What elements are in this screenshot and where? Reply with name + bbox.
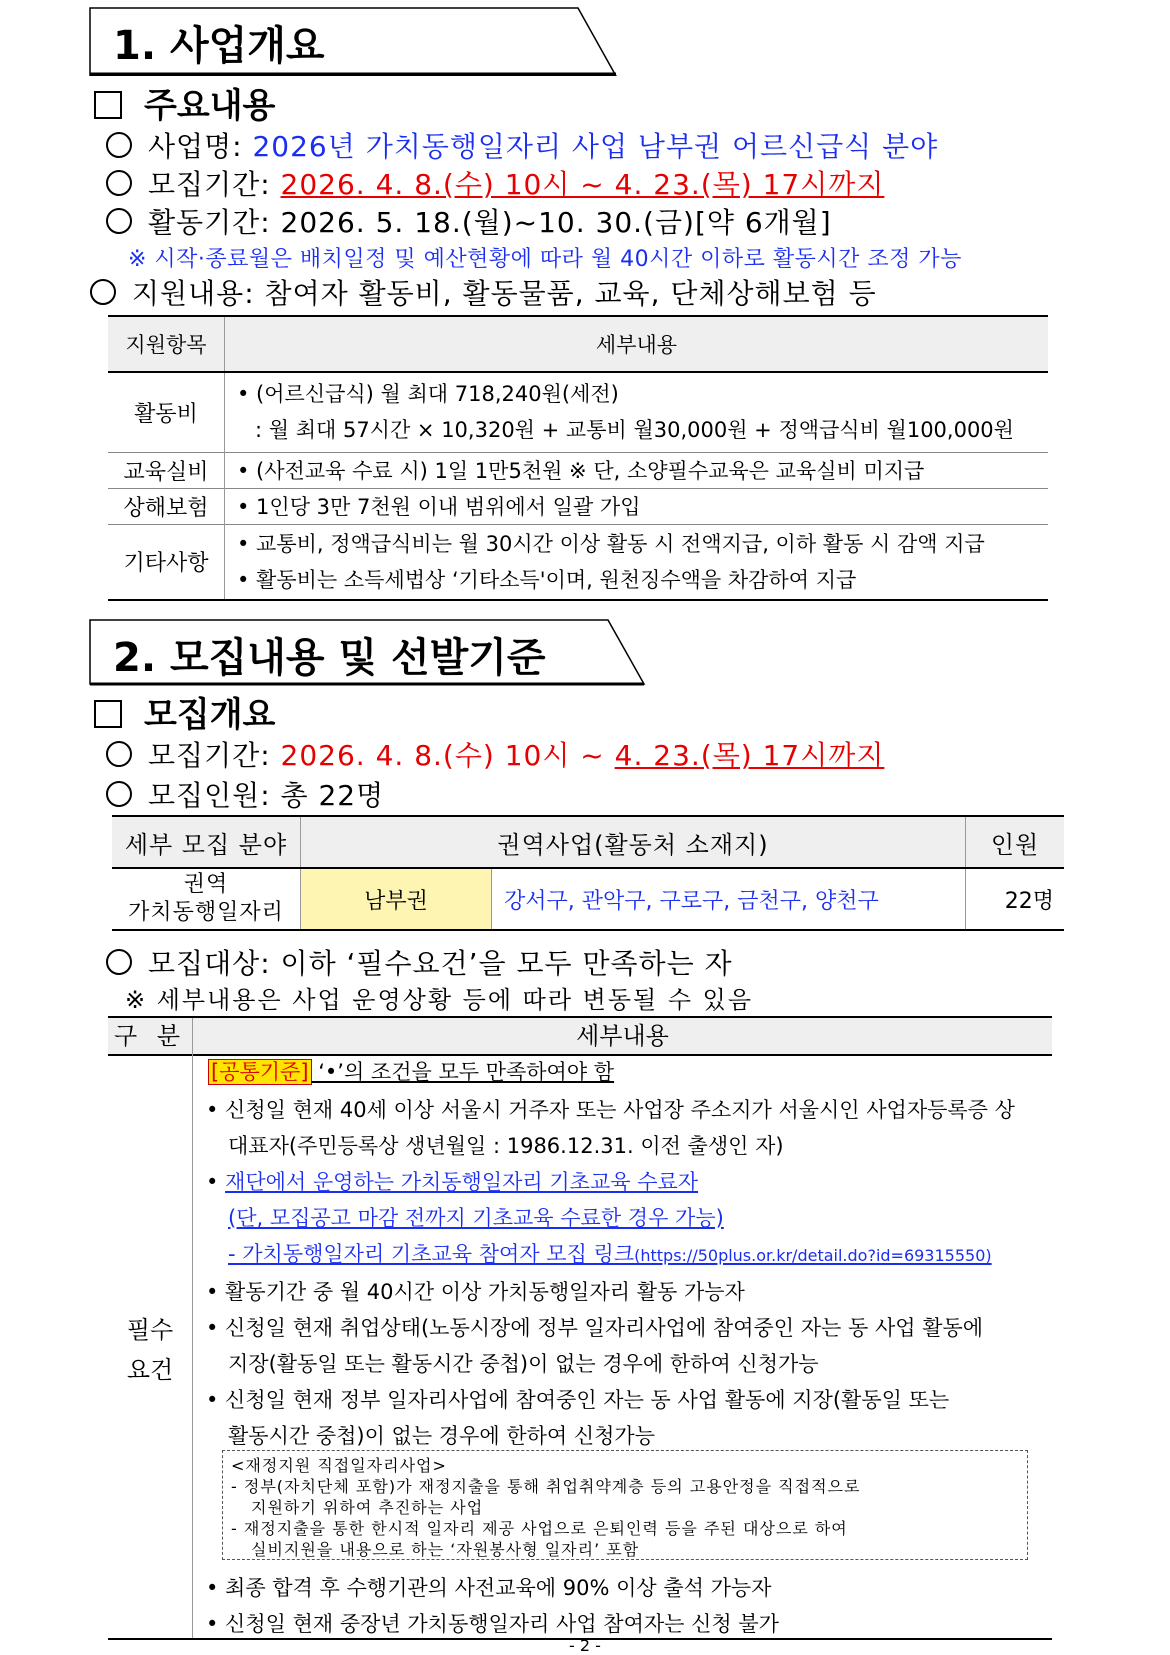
req-bullet: • 신청일 현재 40세 이상 서울시 거주자 또는 사업장 주소지가 서울시인 사업자등록증 상 — [206, 1098, 1015, 1122]
edu-link-note[interactable]: (단, 모집공고 마감 전까지 기초교육 수료한 경우 가능) — [228, 1206, 724, 1230]
header-item: 지원항목 — [108, 316, 225, 372]
recruit-table — [112, 815, 1064, 931]
page-number: - 2 - — [569, 1636, 601, 1655]
box-line: 지원하기 위하여 추진하는 사업 — [251, 1498, 484, 1517]
header-count: 인원 — [990, 830, 1040, 859]
row-item: 활동비 — [108, 372, 225, 452]
table-row — [108, 452, 1048, 488]
req-bullet-cont: 활동시간 중첩)이 없는 경우에 한하여 신청가능 — [228, 1424, 656, 1448]
target-line — [106, 942, 733, 982]
region-cell: 남부권 — [301, 868, 492, 930]
section1-subtitle-text: 주요내용 — [144, 86, 276, 126]
fiscal-job-note-box — [222, 1450, 1028, 1560]
checkbox-square-icon — [94, 91, 122, 119]
table-row — [108, 488, 1048, 524]
recruit-label: 모집기간: — [148, 168, 281, 201]
section1-title: 1. 사업개요 — [113, 23, 325, 69]
table-row — [108, 524, 1048, 600]
headcount: 모집인원: 총 22명 — [148, 779, 385, 812]
circle-bullet-icon — [106, 949, 132, 975]
count-cell: 22명 — [1004, 888, 1054, 914]
edu-link-text[interactable]: 재단에서 운영하는 가치동행일자리 기초교육 수료자 — [225, 1170, 699, 1194]
requirement-list — [206, 1092, 1015, 1454]
box-line: 실비지원을 내용으로 하는 ‘자원봉사형 일자리’ 포함 — [251, 1540, 640, 1559]
table-header-row — [112, 816, 1064, 868]
table-row — [108, 372, 1048, 452]
circle-bullet-icon — [90, 279, 116, 305]
activity-period-line — [106, 201, 832, 241]
circle-bullet-icon — [106, 170, 132, 196]
support-text: 지원내용: 참여자 활동비, 활동물품, 교육, 단체상해보험 등 — [132, 277, 877, 310]
req-header-detail: 세부내용 — [576, 1022, 669, 1050]
row-item: 교육실비 — [108, 452, 225, 488]
req-bullet-cont: 대표자(주민등록상 생년월일 : 1986.12.31. 이전 출생인 자) — [228, 1134, 784, 1158]
header-detail: 세부내용 — [595, 333, 678, 357]
edu-signup-link[interactable] — [206, 1236, 1015, 1274]
edu-signup-text: - 가치동행일자리 기초교육 참여자 모집 링크 — [228, 1242, 635, 1266]
circle-bullet-icon — [106, 132, 132, 158]
activity-note: ※ 시작·종료월은 배치일정 및 예산현황에 따라 월 40시간 이하로 활동시간 조정 가능 — [128, 247, 962, 272]
recruit-value: 2026. 4. 8.(수) 10시 ~ 4. 23.(목) 17시까지 — [280, 168, 885, 201]
req-bullet-cont: 지장(활동일 또는 활동시간 중첩)이 없는 경우에 한하여 신청가능 — [228, 1352, 819, 1376]
common-tag: [공통기준] — [208, 1059, 312, 1085]
project-label: 사업명: — [148, 130, 253, 163]
checkbox-square-icon — [94, 700, 122, 728]
req-table-divider — [192, 1018, 193, 1640]
target-note: ※ 세부내용은 사업 운영상황 등에 따라 변동될 수 있음 — [125, 986, 754, 1014]
section2-title: 2. 모집내용 및 선발기준 — [113, 635, 546, 681]
row-line: • 활동비는 소득세법상 ‘기타소득'이며, 원천징수액을 차감하여 지급 — [237, 567, 857, 592]
box-line: - 재정지출을 통한 한시적 일자리 제공 사업으로 은퇴인력 등을 주된 대상으로 하여 — [231, 1519, 848, 1538]
req-bullet: • 신청일 현재 취업상태(노동시장에 정부 일자리사업에 참여중인 자는 동 사업 활동에 — [206, 1316, 984, 1340]
common-text: ‘•’의 조건을 모두 만족하여야 함 — [311, 1060, 615, 1084]
req-header-category: 구 분 — [114, 1022, 186, 1050]
row-line: : 월 최대 57시간 × 10,320원 + 교통비 월30,000원 + 정액급식비 월100,000원 — [255, 418, 1014, 443]
common-criteria — [208, 1056, 614, 1086]
req-bullet: • 신청일 현재 정부 일자리사업에 참여중인 자는 동 사업 활동에 지장(활동일 또는 — [206, 1388, 950, 1412]
target-text: 모집대상: 이하 ‘필수요건’을 모두 만족하는 자 — [148, 947, 733, 980]
row-line: • 교통비, 정액급식비는 월 30시간 이상 활동 시 전액지급, 이하 활동 시 감액 지급 — [237, 531, 985, 556]
circle-bullet-icon — [106, 741, 132, 767]
req-bullet-link: • 재단에서 운영하는 가치동행일자리 기초교육 수료자 — [206, 1170, 699, 1194]
headcount-line — [106, 774, 384, 814]
header-field: 세부 모집 분야 — [112, 816, 301, 868]
req-bullet: • 활동기간 중 월 40시간 이상 가치동행일자리 활동 가능자 — [206, 1280, 745, 1304]
edu-signup-url: (https://50plus.or.kr/detail.do?id=69315550) — [634, 1246, 992, 1265]
row-line: • 1인당 3만 7천원 이내 범위에서 일괄 가입 — [237, 495, 641, 519]
table-header-row — [108, 316, 1048, 372]
section2-subtitle — [94, 687, 275, 736]
req-bullet: • 신청일 현재 중장년 가치동행일자리 사업 참여자는 신청 불가 — [206, 1612, 779, 1636]
row-item: 기타사항 — [108, 524, 225, 600]
req-category-line2: 요건 — [126, 1356, 174, 1384]
recruit-value-a: 2026. 4. 8.(수) 10시 ~ — [280, 739, 615, 772]
req-category — [108, 1310, 192, 1390]
section1-subtitle — [94, 78, 275, 127]
districts-cell: 강서구, 관악구, 구로구, 금천구, 양천구 — [492, 868, 966, 930]
section2-subtitle-text: 모집개요 — [144, 695, 276, 735]
activity-period: 활동기간: 2026. 5. 18.(월)~10. 30.(금)[약 6개월] — [148, 206, 832, 239]
support-table — [108, 315, 1048, 601]
box-line: - 정부(자치단체 포함)가 재정지출을 통해 취업취약계층 등의 고용안정을 직접적으로 — [231, 1477, 861, 1496]
recruit-value-b: 4. 23.(목) 17시까지 — [614, 739, 885, 772]
project-name-line — [106, 125, 938, 165]
req-bullet: • 최종 합격 후 수행기관의 사전교육에 90% 이상 출석 가능자 — [206, 1576, 772, 1600]
field-line2: 가치동행일자리 — [128, 900, 284, 925]
table-row — [112, 868, 1064, 930]
circle-bullet-icon — [106, 781, 132, 807]
row-line: • (사전교육 수료 시) 1일 1만5천원 ※ 단, 소양필수교육은 교육실비 미지급 — [237, 459, 925, 483]
field-line1: 권역 — [183, 872, 229, 897]
project-value: 2026년 가치동행일자리 사업 남부권 어르신급식 분야 — [252, 130, 939, 163]
recruit-period-line-2 — [106, 734, 884, 774]
row-line: • (어르신급식) 월 최대 718,240원(세전) — [237, 382, 619, 407]
header-region: 권역사업(활동처 소재지) — [301, 816, 966, 868]
circle-bullet-icon — [106, 208, 132, 234]
row-item: 상해보험 — [108, 488, 225, 524]
req-category-line1: 필수 — [126, 1316, 174, 1344]
support-line — [90, 272, 877, 312]
box-title: <재정지원 직접일자리사업> — [231, 1456, 447, 1475]
recruit-label: 모집기간: — [148, 739, 281, 772]
recruit-period-line — [106, 163, 884, 203]
requirement-list-2 — [206, 1570, 779, 1642]
